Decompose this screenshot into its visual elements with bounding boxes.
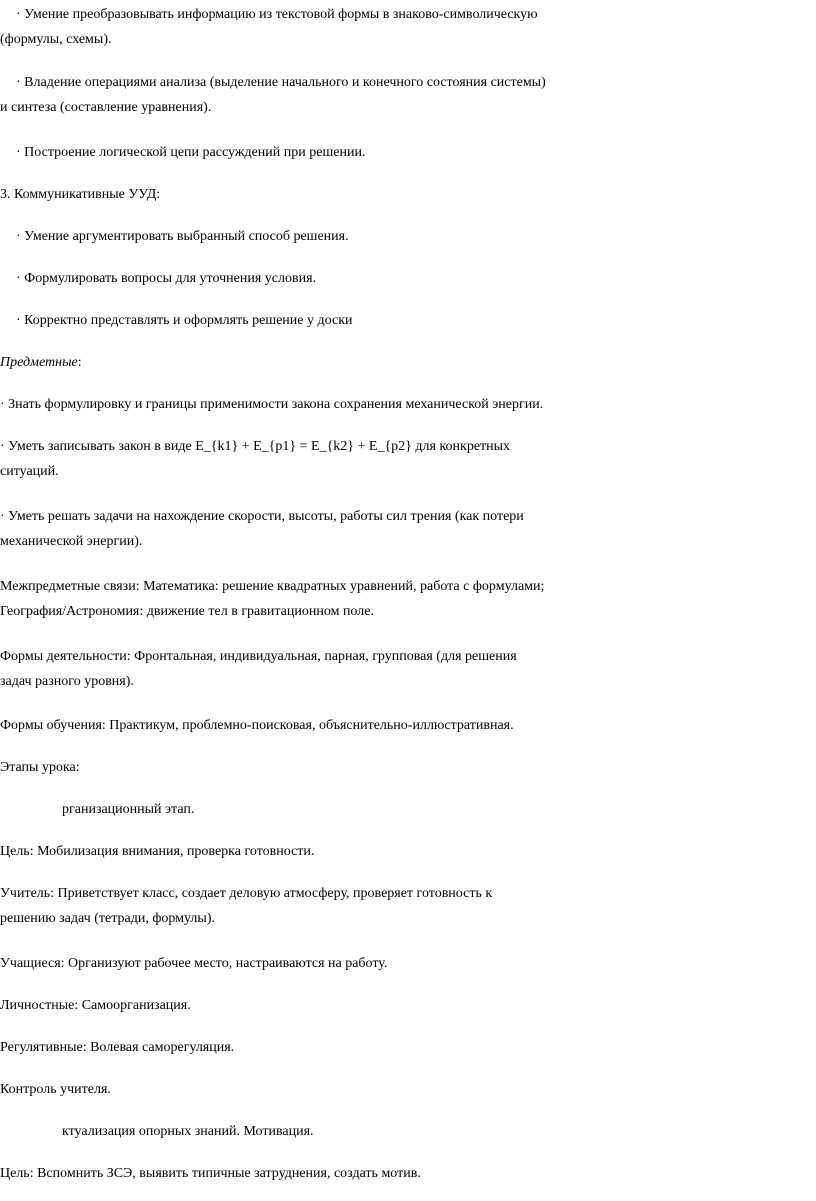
- text-line: Формы деятельности: Фронтальная, индивидуальная, парная, групповая (для решения: [0, 649, 517, 664]
- paragraph-teacher-control: [0, 1077, 816, 1102]
- text-line: Контроль учителя.: [0, 1082, 111, 1097]
- text-line: Учащиеся: Организуют рабочее место, настраиваются на работу.: [0, 956, 388, 971]
- paragraph-activity-forms: [0, 644, 816, 694]
- paragraph-regulative: [0, 1035, 816, 1060]
- paragraph-questions: [0, 266, 816, 291]
- heading-subject: [0, 350, 816, 375]
- text-line: · Уметь записывать закон в виде E_{k1} + E_{p1} = E_{k2} + E_{p2} для конкретных: [0, 439, 511, 454]
- stage-actualization: [0, 1119, 816, 1144]
- text-line: Этапы урока:: [0, 760, 80, 775]
- paragraph-know-law: [0, 392, 816, 417]
- text-line: ситуаций.: [0, 464, 59, 479]
- text-line: (формулы, схемы).: [0, 32, 112, 47]
- heading-communicative: [0, 182, 816, 207]
- text-line: 3. Коммуникативные УУД:: [0, 187, 161, 202]
- text-line: · Формулировать вопросы для уточнения условия.: [16, 271, 317, 286]
- text-line: [0, 350, 816, 375]
- subject-colon: :: [77, 355, 82, 370]
- paragraph-analysis-synthesis: [0, 70, 816, 120]
- paragraph-personal: [0, 993, 816, 1018]
- text-line: и синтеза (составление уравнения).: [0, 100, 212, 115]
- paragraph-interdisciplinary: [0, 574, 816, 624]
- text-line: рганизационный этап.: [62, 802, 195, 817]
- subject-label: Предметные: [0, 355, 78, 370]
- text-line: Межпредметные связи: Математика: решение квадратных уравнений, работа с формулами;: [0, 579, 545, 594]
- text-line: · Уметь решать задачи на нахождение скорости, высоты, работы сил трения (как потери: [0, 509, 524, 524]
- text-line: Учитель: Приветствует класс, создает деловую атмосферу, проверяет готовность к: [0, 886, 493, 901]
- text-line: Цель: Мобилизация внимания, проверка готовности.: [0, 844, 315, 859]
- text-line: задач разного уровня).: [0, 674, 134, 689]
- paragraph-solve-tasks: [0, 504, 816, 554]
- text-line: Личностные: Самоорганизация.: [0, 998, 191, 1013]
- stage-organizational: [0, 797, 816, 822]
- text-line: · Знать формулировку и границы применимости закона сохранения механической энергии.: [0, 397, 544, 412]
- paragraph-goal-2: [0, 1161, 816, 1186]
- text-line: · Корректно представлять и оформлять решение у доски: [16, 313, 353, 328]
- text-line: ктуализация опорных знаний. Мотивация.: [62, 1124, 314, 1139]
- text-line: · Умение преобразовывать информацию из текстовой формы в знаково-символическую: [16, 7, 538, 22]
- heading-lesson-stages: [0, 755, 816, 780]
- paragraph-logic-chain: [0, 140, 816, 165]
- text-line: География/Астрономия: движение тел в гравитационном поле.: [0, 604, 374, 619]
- text-line: · Построение логической цепи рассуждений при решении.: [16, 145, 366, 160]
- text-line: · Умение аргументировать выбранный способ решения.: [16, 229, 349, 244]
- text-line: Регулятивные: Волевая саморегуляция.: [0, 1040, 235, 1055]
- text-line: Цель: Вспомнить ЗСЭ, выявить типичные затруднения, создать мотив.: [0, 1166, 421, 1181]
- text-line: Формы обучения: Практикум, проблемно-поисковая, объяснительно-иллюстративная.: [0, 718, 514, 733]
- paragraph-teacher: [0, 881, 816, 931]
- paragraph-argue: [0, 224, 816, 249]
- paragraph-skill-transform: [0, 2, 816, 52]
- paragraph-write-law: [0, 434, 816, 484]
- paragraph-board: [0, 308, 816, 333]
- text-line: решению задач (тетради, формулы).: [0, 911, 215, 926]
- paragraph-students: [0, 951, 816, 976]
- text-line: · Владение операциями анализа (выделение начального и конечного состояния системы): [16, 75, 546, 90]
- paragraph-learning-forms: [0, 713, 816, 738]
- text-line: механической энергии).: [0, 534, 143, 549]
- paragraph-goal-1: [0, 839, 816, 864]
